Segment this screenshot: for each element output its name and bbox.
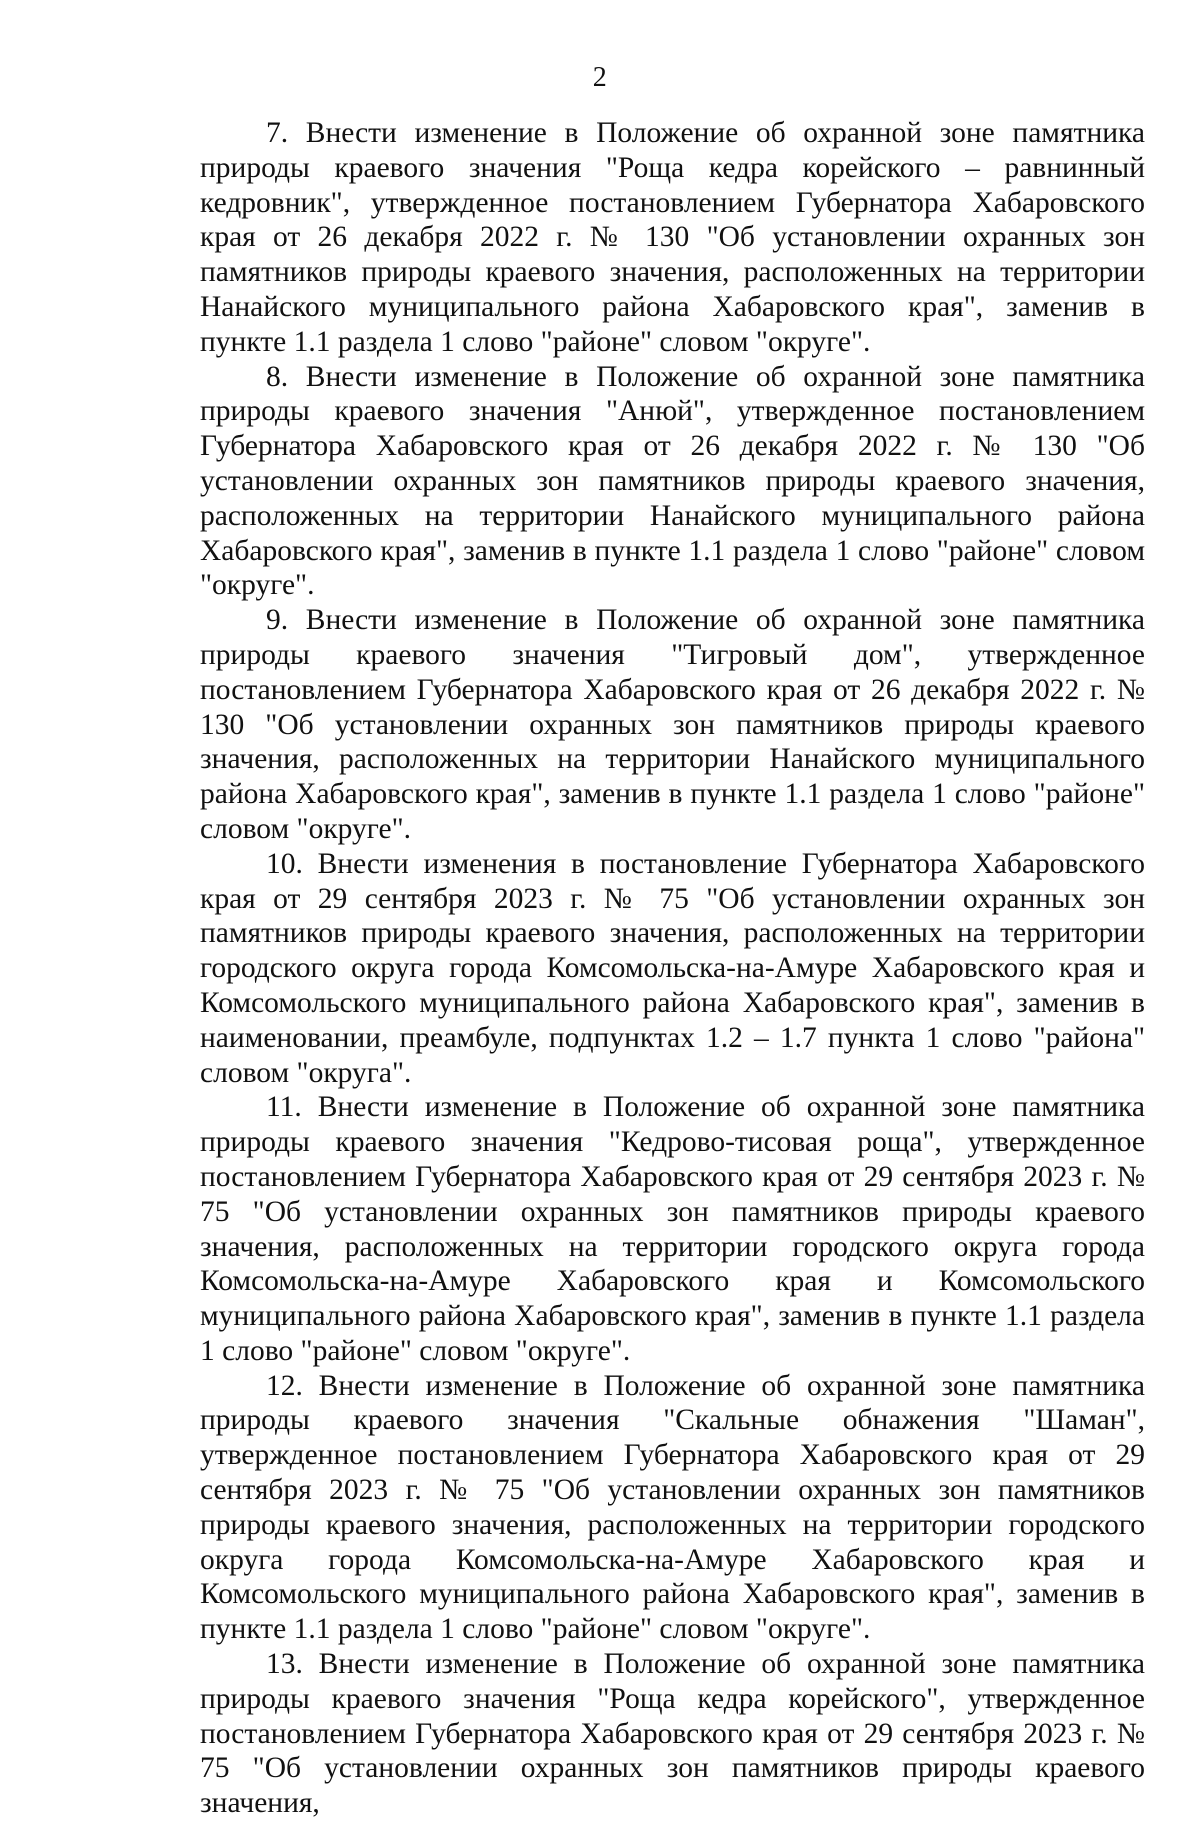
document-body (200, 116, 1145, 1821)
paragraph-9: 9. Внести изменение в Положение об охранной зоне памятника природы краевого значения "Тигровый дом", утвержденное постановлением Губернатора Хабаровского края от 26 декабря 2022 г. № 130 "Об установлении охранных зон памятников природы краевого значения, расположенных на территории Нанайского муниципального района Хабаровского края", заменив в пункте 1.1 раздела 1 слово "районе" словом "округе". (200, 604, 1145, 845)
paragraph-11: 11. Внести изменение в Положение об охранной зоне памятника природы краевого значения "Кедрово-тисовая роща", утвержденное постановлением Губернатора Хабаровского края от 29 сентября 2023 г. № 75 "Об установлении охранных зон памятников природы краевого значения, расположенных на территории городского округа города Комсомольска-на-Амуре Хабаровского края и Комсомольского муниципального района Хабаровского края", заменив в пункте 1.1 раздела 1 слово "районе" словом "округе". (200, 1091, 1145, 1367)
paragraph-12: 12. Внести изменение в Положение об охранной зоне памятника природы краевого значения "Скальные обнажения "Шаман", утвержденное постановлением Губернатора Хабаровского края от 29 сентября 2023 г. № 75 "Об установлении охранных зон памятников природы краевого значения, расположенных на территории городского округа города Комсомольска-на-Амуре Хабаровского края и Комсомольского муниципального района Хабаровского края", заменив в пункте 1.1 раздела 1 слово "районе" словом "округе". (200, 1369, 1145, 1646)
paragraph-10: 10. Внести изменения в постановление Губернатора Хабаровского края от 29 сентября 2023 г. № 75 "Об установлении охранных зон памятников природы краевого значения, расположенных на территории городского округа города Комсомольска-на-Амуре Хабаровского края и Комсомольского муниципального района Хабаровского края", заменив в наименовании, преамбуле, подпунктах 1.2 – 1.7 пункта 1 слово "района" словом "округа". (200, 847, 1145, 1089)
paragraph-7: 7. Внести изменение в Положение об охранной зоне памятника природы краевого значения "Роща кедра корейского – равнинный кедровник", утвержденное постановлением Губернатора Хабаровского края от 26 декабря 2022 г. № 130 "Об установлении охранных зон памятников природы краевого значения, расположенных на территории Нанайского муниципального района Хабаровского края", заменив в пункте 1.1 раздела 1 слово "районе" словом "округе". (200, 117, 1145, 358)
paragraph-8: 8. Внести изменение в Положение об охранной зоне памятника природы краевого значения "Анюй", утвержденное постановлением Губернатора Хабаровского края от 26 декабря 2022 г. № 130 "Об установлении охранных зон памятников природы краевого значения, расположенных на территории Нанайского муниципального района Хабаровского края", заменив в пункте 1.1 раздела 1 слово "районе" словом "округе". (200, 360, 1145, 602)
paragraph-13: 13. Внести изменение в Положение об охранной зоне памятника природы краевого значения "Роща кедра корейского", утвержденное постановлением Губернатора Хабаровского края от 29 сентября 2023 г. № 75 "Об установлении охранных зон памятников природы краевого значения, (200, 1648, 1145, 1820)
page-number: 2 (592, 62, 608, 93)
